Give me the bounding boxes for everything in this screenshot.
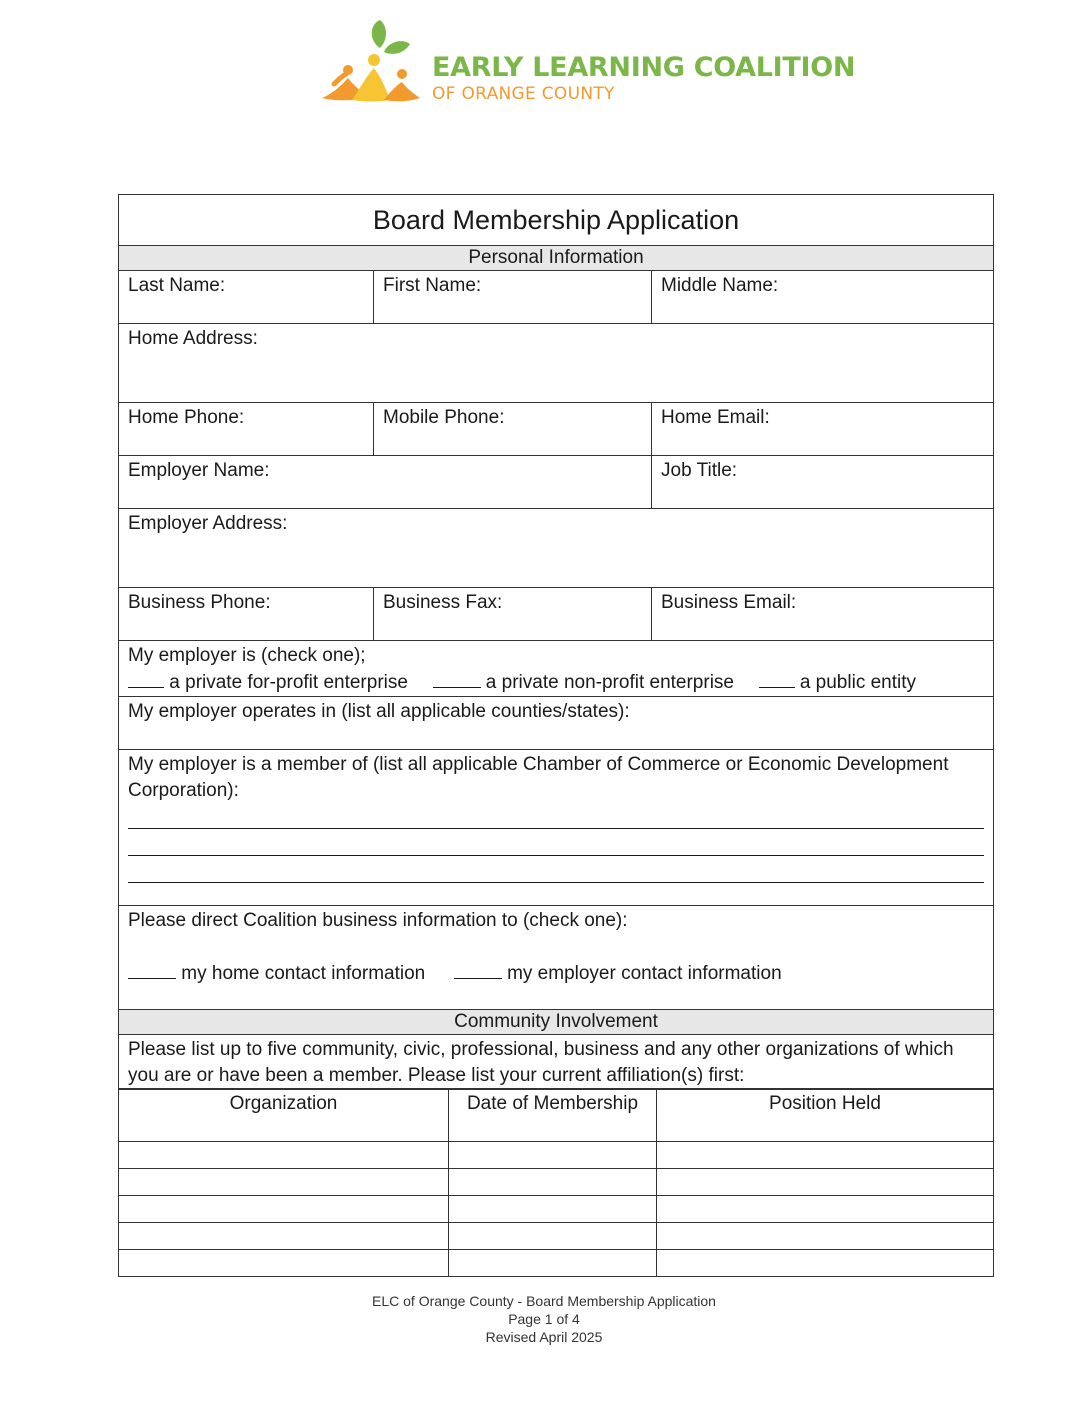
organization-cell[interactable] (119, 1250, 449, 1277)
table-row (119, 1169, 994, 1196)
position-cell[interactable] (657, 1223, 994, 1250)
form-title: Board Membership Application (119, 195, 994, 246)
home-address-field[interactable]: Home Address: (119, 324, 994, 403)
last-name-field[interactable]: Last Name: (119, 271, 374, 324)
direct-info-cell (119, 906, 994, 1010)
answer-line[interactable] (128, 808, 984, 829)
footer-document-name: ELC of Orange County - Board Membership Application (372, 1293, 716, 1309)
page-footer (0, 1292, 1088, 1346)
operates-in-field[interactable]: My employer operates in (list all applicable counties/states): (119, 697, 994, 750)
logo-mark-icon (318, 18, 428, 108)
home-phone-field[interactable]: Home Phone: (119, 403, 374, 456)
job-title-field[interactable]: Job Title: (652, 456, 994, 509)
business-email-field[interactable]: Business Email: (652, 588, 994, 641)
option-for-profit: a private for-profit enterprise (169, 672, 408, 693)
date-cell[interactable] (449, 1223, 657, 1250)
checkbox-blank-non-profit[interactable] (433, 669, 481, 688)
checkbox-blank-public[interactable] (759, 669, 795, 688)
column-header-organization: Organization (119, 1089, 449, 1142)
organization-cell[interactable] (119, 1223, 449, 1250)
employer-type-options (128, 669, 984, 696)
checkbox-blank-for-profit[interactable] (128, 669, 164, 688)
date-cell[interactable] (449, 1250, 657, 1277)
option-home-contact: my home contact information (181, 963, 426, 984)
member-of-prompt: My employer is a member of (list all applicable Chamber of Commerce or Economic Development Corporation): (128, 754, 949, 801)
organization-logo (318, 18, 856, 108)
position-cell[interactable] (657, 1196, 994, 1223)
footer-page-number: Page 1 of 4 (508, 1311, 580, 1327)
option-public-entity: a public entity (799, 672, 917, 693)
first-name-field[interactable]: First Name: (374, 271, 652, 324)
organization-cell[interactable] (119, 1169, 449, 1196)
member-of-cell (119, 750, 994, 906)
mobile-phone-field[interactable]: Mobile Phone: (374, 403, 652, 456)
checkbox-blank-employer[interactable] (454, 960, 502, 979)
date-cell[interactable] (449, 1196, 657, 1223)
table-row (119, 1142, 994, 1169)
date-cell[interactable] (449, 1142, 657, 1169)
table-row (119, 1250, 994, 1277)
option-non-profit: a private non-profit enterprise (485, 672, 734, 693)
organizations-table (118, 1088, 994, 1277)
member-of-lines[interactable] (128, 808, 984, 883)
direct-info-options (128, 960, 984, 987)
option-employer-contact: my employer contact information (507, 963, 782, 984)
organization-cell[interactable] (119, 1196, 449, 1223)
answer-line[interactable] (128, 829, 984, 856)
employer-address-field[interactable]: Employer Address: (119, 509, 994, 588)
checkbox-blank-home[interactable] (128, 960, 176, 979)
position-cell[interactable] (657, 1169, 994, 1196)
answer-line[interactable] (128, 856, 984, 883)
community-instructions: Please list up to five community, civic, professional, business and any other organizations of which you are or have been a member. Please list your current affiliation(s) first: (119, 1035, 994, 1090)
employer-name-field[interactable]: Employer Name: (119, 456, 652, 509)
position-cell[interactable] (657, 1142, 994, 1169)
footer-revision: Revised April 2025 (485, 1329, 603, 1345)
position-cell[interactable] (657, 1250, 994, 1277)
date-cell[interactable] (449, 1169, 657, 1196)
table-row (119, 1196, 994, 1223)
logo-subtitle: OF ORANGE COUNTY (432, 84, 615, 104)
organization-cell[interactable] (119, 1142, 449, 1169)
section-personal-information: Personal Information (119, 246, 994, 271)
logo-title: EARLY LEARNING COALITION (432, 52, 856, 83)
employer-type-cell (119, 641, 994, 697)
business-phone-field[interactable]: Business Phone: (119, 588, 374, 641)
application-form (118, 194, 994, 1090)
column-header-position-held: Position Held (657, 1089, 994, 1142)
employer-type-prompt: My employer is (check one); (128, 645, 366, 666)
middle-name-field[interactable]: Middle Name: (652, 271, 994, 324)
section-community-involvement: Community Involvement (119, 1010, 994, 1035)
direct-info-prompt: Please direct Coalition business information to (check one): (128, 910, 628, 931)
business-fax-field[interactable]: Business Fax: (374, 588, 652, 641)
column-header-date-of-membership: Date of Membership (449, 1089, 657, 1142)
home-email-field[interactable]: Home Email: (652, 403, 994, 456)
table-row (119, 1223, 994, 1250)
